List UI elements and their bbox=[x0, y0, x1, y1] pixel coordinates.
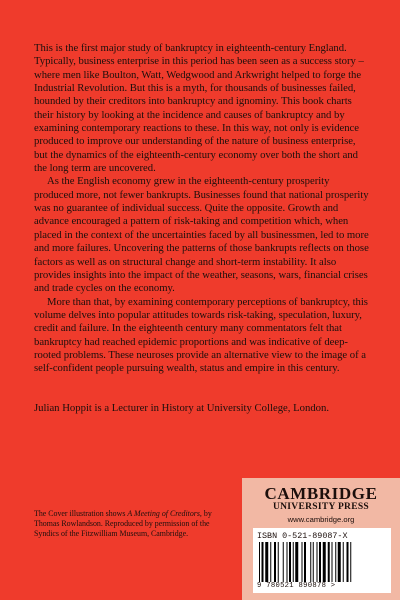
barcode-icon bbox=[257, 542, 387, 582]
blurb-text bbox=[34, 42, 370, 376]
credit-suffix: , by Thomas Rowlandson. Reproduced by permission of the Syndics of the Fitzwilliam Museum, Cambridge. bbox=[34, 509, 212, 538]
isbn-label: ISBN 0-521-89087-X bbox=[257, 531, 348, 541]
credit-artwork-title: A Meeting of Creditors bbox=[127, 509, 200, 518]
publisher-url: www.cambridge.org bbox=[287, 515, 355, 524]
blurb-paragraph-3: More than that, by examining contemporary perceptions of bankruptcy, this volume delves into popular attitudes towards risk-taking, speculation, luxury, credit and failure. In the eighteenth century many commentators felt that bankruptcy had reached epidemic proportions and was indicative of deep-rooted problems. These neuroses provide an alternative view to the image of a self-confident people pursuing wealth, status and empire in this century. bbox=[34, 295, 368, 375]
publisher-name: CAMBRIDGE bbox=[264, 484, 378, 503]
publisher-box bbox=[242, 478, 400, 600]
cover-illustration-credit bbox=[34, 509, 224, 539]
credit-prefix: The Cover illustration shows bbox=[34, 509, 128, 518]
publisher-subtitle: UNIVERSITY PRESS bbox=[272, 502, 370, 512]
barcode-digits: 9 780521 890878 > bbox=[257, 582, 336, 590]
isbn-barcode-panel bbox=[253, 528, 391, 593]
blurb-paragraph-2: As the English economy grew in the eighteenth-century prosperity produced more, not fewer bankrupts. Businesses found that national prosperity was no guarantee of individual success. Quite the opposite. Growth and advance encouraged a pattern of risk-taking and competition which, when placed in the context of the uncertainties faced by all businessmen, led to more and more failures. Uncovering the patterns of those bankrupts reflects on those factors as well as on structural change and short-term instability. It also provides insights into the impact of the weather, seasons, wars, financial crises and trade cycles on the economy. bbox=[34, 175, 369, 295]
author-note: Julian Hoppit is a Lecturer in History at University College, London. bbox=[34, 402, 330, 414]
blurb-paragraph-1: This is the first major study of bankruptcy in eighteenth-century England. Typically, business enterprise in this period has been seen as a success story – where men like Boulton, Watt, Wedgwood and Arkwright helped to forge the Industrial Revolution. But this is a myth, for thousands of businesses failed, hounded by their creditors into bankruptcy and ignominy. This book charts their history by looking at the incidence and causes of bankruptcy and by examining contemporary reactions to these. In this way, not only is evidence produced to improve our understanding of the nature of business enterprise, but the dynamics of the eighteenth-century economy over both the short and the long term are uncovered. bbox=[34, 42, 364, 175]
